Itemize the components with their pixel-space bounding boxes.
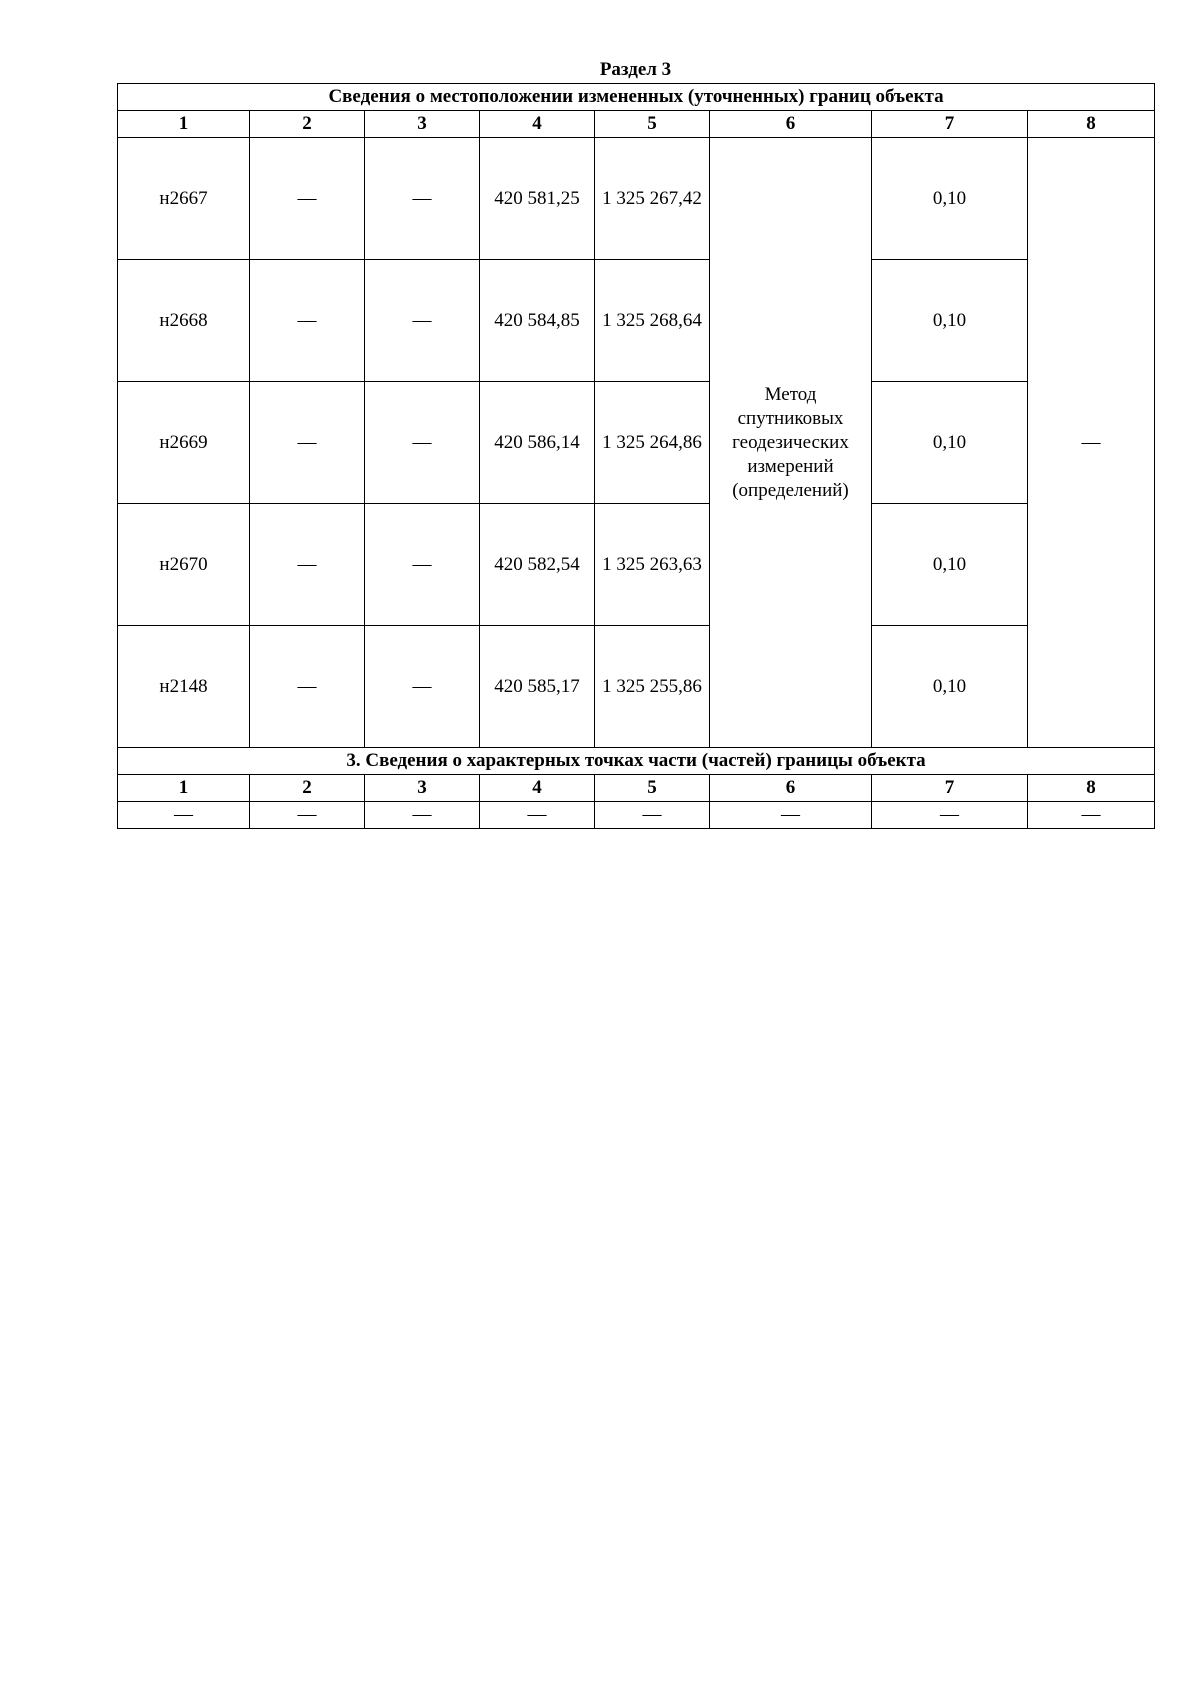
table-title: Сведения о местоположении измененных (уточненных) границ объекта [118, 84, 1155, 111]
table-row [118, 504, 1155, 626]
cell-col2: — [250, 626, 365, 748]
coord-x: 420 582,54 [480, 504, 595, 626]
empty-cell: — [595, 802, 710, 829]
col8-cell: — [1028, 138, 1155, 748]
table-title-row [118, 84, 1155, 111]
column-number: 1 [118, 111, 250, 138]
column-number: 2 [250, 111, 365, 138]
point-name: н2668 [118, 260, 250, 382]
coord-x: 420 584,85 [480, 260, 595, 382]
column-number: 4 [480, 111, 595, 138]
accuracy: 0,10 [872, 504, 1028, 626]
point-name: н2670 [118, 504, 250, 626]
coord-y: 1 325 268,64 [595, 260, 710, 382]
table-row [118, 260, 1155, 382]
table-row [118, 138, 1155, 260]
column-number: 3 [365, 775, 480, 802]
part-title-row [118, 748, 1155, 775]
coord-y: 1 325 267,42 [595, 138, 710, 260]
empty-cell: — [710, 802, 872, 829]
empty-cell: — [480, 802, 595, 829]
coord-y: 1 325 263,63 [595, 504, 710, 626]
table-row [118, 626, 1155, 748]
accuracy: 0,10 [872, 382, 1028, 504]
point-name: н2148 [118, 626, 250, 748]
column-number: 8 [1028, 111, 1155, 138]
table-row [118, 382, 1155, 504]
part-empty-row [118, 802, 1155, 829]
cell-col2: — [250, 260, 365, 382]
column-number: 5 [595, 111, 710, 138]
accuracy: 0,10 [872, 138, 1028, 260]
boundary-table [117, 83, 1155, 829]
empty-cell: — [1028, 802, 1155, 829]
cell-col3: — [365, 626, 480, 748]
column-number: 3 [365, 111, 480, 138]
cell-col3: — [365, 138, 480, 260]
section-label: Раздел 3 [599, 59, 672, 80]
empty-cell: — [250, 802, 365, 829]
cell-col3: — [365, 260, 480, 382]
empty-cell: — [118, 802, 250, 829]
column-number: 4 [480, 775, 595, 802]
empty-cell: — [872, 802, 1028, 829]
cell-col2: — [250, 382, 365, 504]
cell-col3: — [365, 382, 480, 504]
column-number: 6 [710, 775, 872, 802]
coord-x: 420 586,14 [480, 382, 595, 504]
part-title: 3. Сведения о характерных точках части (частей) границы объекта [118, 748, 1155, 775]
method-cell: Метод спутниковых геодезических измерений (определений) [710, 138, 872, 748]
column-number-row [118, 111, 1155, 138]
cell-col3: — [365, 504, 480, 626]
coord-y: 1 325 255,86 [595, 626, 710, 748]
cell-col2: — [250, 138, 365, 260]
empty-cell: — [365, 802, 480, 829]
column-number: 2 [250, 775, 365, 802]
coord-y: 1 325 264,86 [595, 382, 710, 504]
cell-col2: — [250, 504, 365, 626]
point-name: н2669 [118, 382, 250, 504]
accuracy: 0,10 [872, 626, 1028, 748]
accuracy: 0,10 [872, 260, 1028, 382]
part-column-number-row [118, 775, 1155, 802]
point-name: н2667 [118, 138, 250, 260]
column-number: 7 [872, 775, 1028, 802]
coord-x: 420 585,17 [480, 626, 595, 748]
column-number: 7 [872, 111, 1028, 138]
column-number: 5 [595, 775, 710, 802]
column-number: 8 [1028, 775, 1155, 802]
column-number: 6 [710, 111, 872, 138]
column-number: 1 [118, 775, 250, 802]
coord-x: 420 581,25 [480, 138, 595, 260]
